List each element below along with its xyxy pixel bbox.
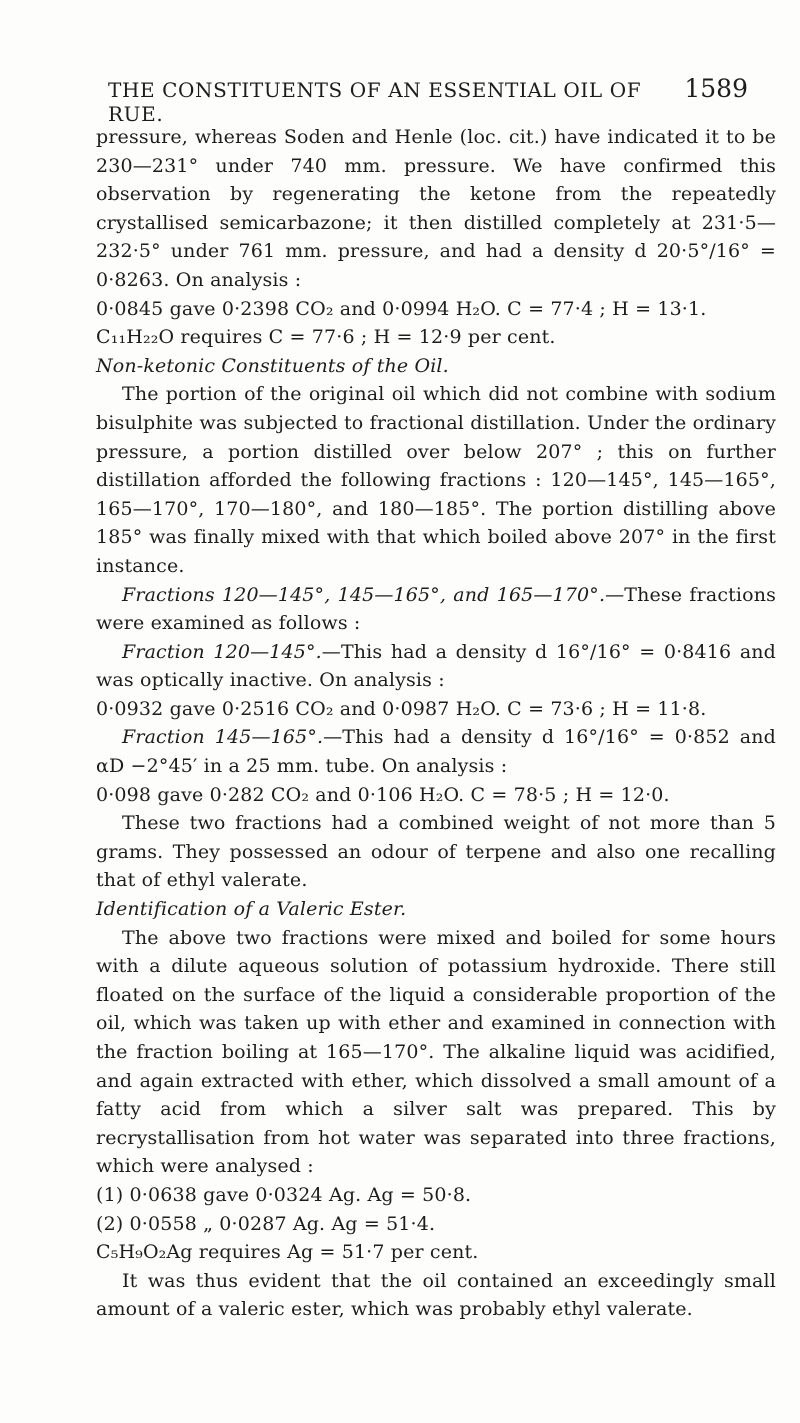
fraction-b-label: Fraction 145—165°. [122,726,324,749]
section-heading-non-ketonic: Non-ketonic Constituents of the Oil. [96,354,449,377]
fractions-text: —These fractions were examined as follows : [96,583,777,635]
intro-paragraph: pressure, whereas Soden and Henle (loc. cit.) have indicated it to be 230—231° under 740 mm. pressure. We have confirmed this observation by regenerating the ketone from the repeatedly crystallised semicarbazone; it then distilled completely at 231·5—232·5° under 761 mm. pressure, and had a density d 20·5°/16° = 0·8263. On analysis : [96,126,776,291]
page-number: 1589 [684,74,748,103]
analysis-line-3: 0·098 gave 0·282 CO₂ and 0·106 H₂O. C = 78·5 ; H = 12·0. [96,783,670,806]
section-heading-valeric-ester: Identification of a Valeric Ester. [96,898,407,921]
running-header [108,74,748,126]
analysis-line-2: 0·0932 gave 0·2516 CO₂ and 0·0987 H₂O. C = 73·6 ; H = 11·8. [96,697,707,720]
requirement-line-1: C₁₁H₂₂O requires C = 77·6 ; H = 12·9 per cent. [96,326,556,349]
hydrolysis-paragraph: The above two fractions were mixed and boiled for some hours with a dilute aqueous solution of potassium hydroxide. There still floated on the surface of the liquid a considerable proportion of the oil, which was taken up with ether and examined in connection with the fraction boiling at 165—170°. The alkaline liquid was acidified, and again extracted with ether, which dissolved a small amount of a fatty acid from which a silver salt was prepared. This by recrystallisation from hot water was separated into three fractions, which were analysed : [96,926,776,1178]
fraction-a-text: —This had a density d 16°/16° = 0·8416 and was optically inactive. On analysis : [96,640,776,692]
fractional-distillation-paragraph: The portion of the original oil which did not combine with sodium bisulphite was subjected to fractional distillation. Under the ordinary pressure, a portion distilled over below 207° ; this on further distillation afforded the following fractions : 120—145°, 145—165°, 165—170°, 170—180°, and 180—185°. The portion distilling above 185° was finally mixed with that which boiled above 207° in the first instance. [96,383,776,577]
conclusion-paragraph: It was thus evident that the oil contained an exceedingly small amount of a valeric ester, which was probably ethyl valerate. [96,1269,776,1321]
fraction-a-label: Fraction 120—145°. [122,640,322,663]
combined-weight-paragraph: These two fractions had a combined weight of not more than 5 grams. They possessed an odour of terpene and also one recalling that of ethyl valerate. [96,812,776,892]
silver-analysis-2: (2) 0·0558 „ 0·0287 Ag. Ag = 51·4. [96,1212,436,1235]
fractions-label: Fractions 120—145°, 145—165°, and 165—170°. [122,583,606,606]
running-title: THE CONSTITUENTS OF AN ESSENTIAL OIL OF RUE. [108,78,642,126]
fraction-b-paragraph [96,723,776,780]
requirement-line-2: C₅H₉O₂Ag requires Ag = 51·7 per cent. [96,1241,479,1264]
fraction-a-paragraph [96,638,776,695]
fraction-b-text: —This had a density d 16°/16° = 0·852 and αD −2°45′ in a 25 mm. tube. On analysis : [96,726,776,778]
fractions-paragraph [96,581,776,638]
silver-analysis-1: (1) 0·0638 gave 0·0324 Ag. Ag = 50·8. [96,1183,472,1206]
analysis-line-1: 0·0845 gave 0·2398 CO₂ and 0·0994 H₂O. C = 77·4 ; H = 13·1. [96,297,707,320]
page-body [96,123,776,1324]
